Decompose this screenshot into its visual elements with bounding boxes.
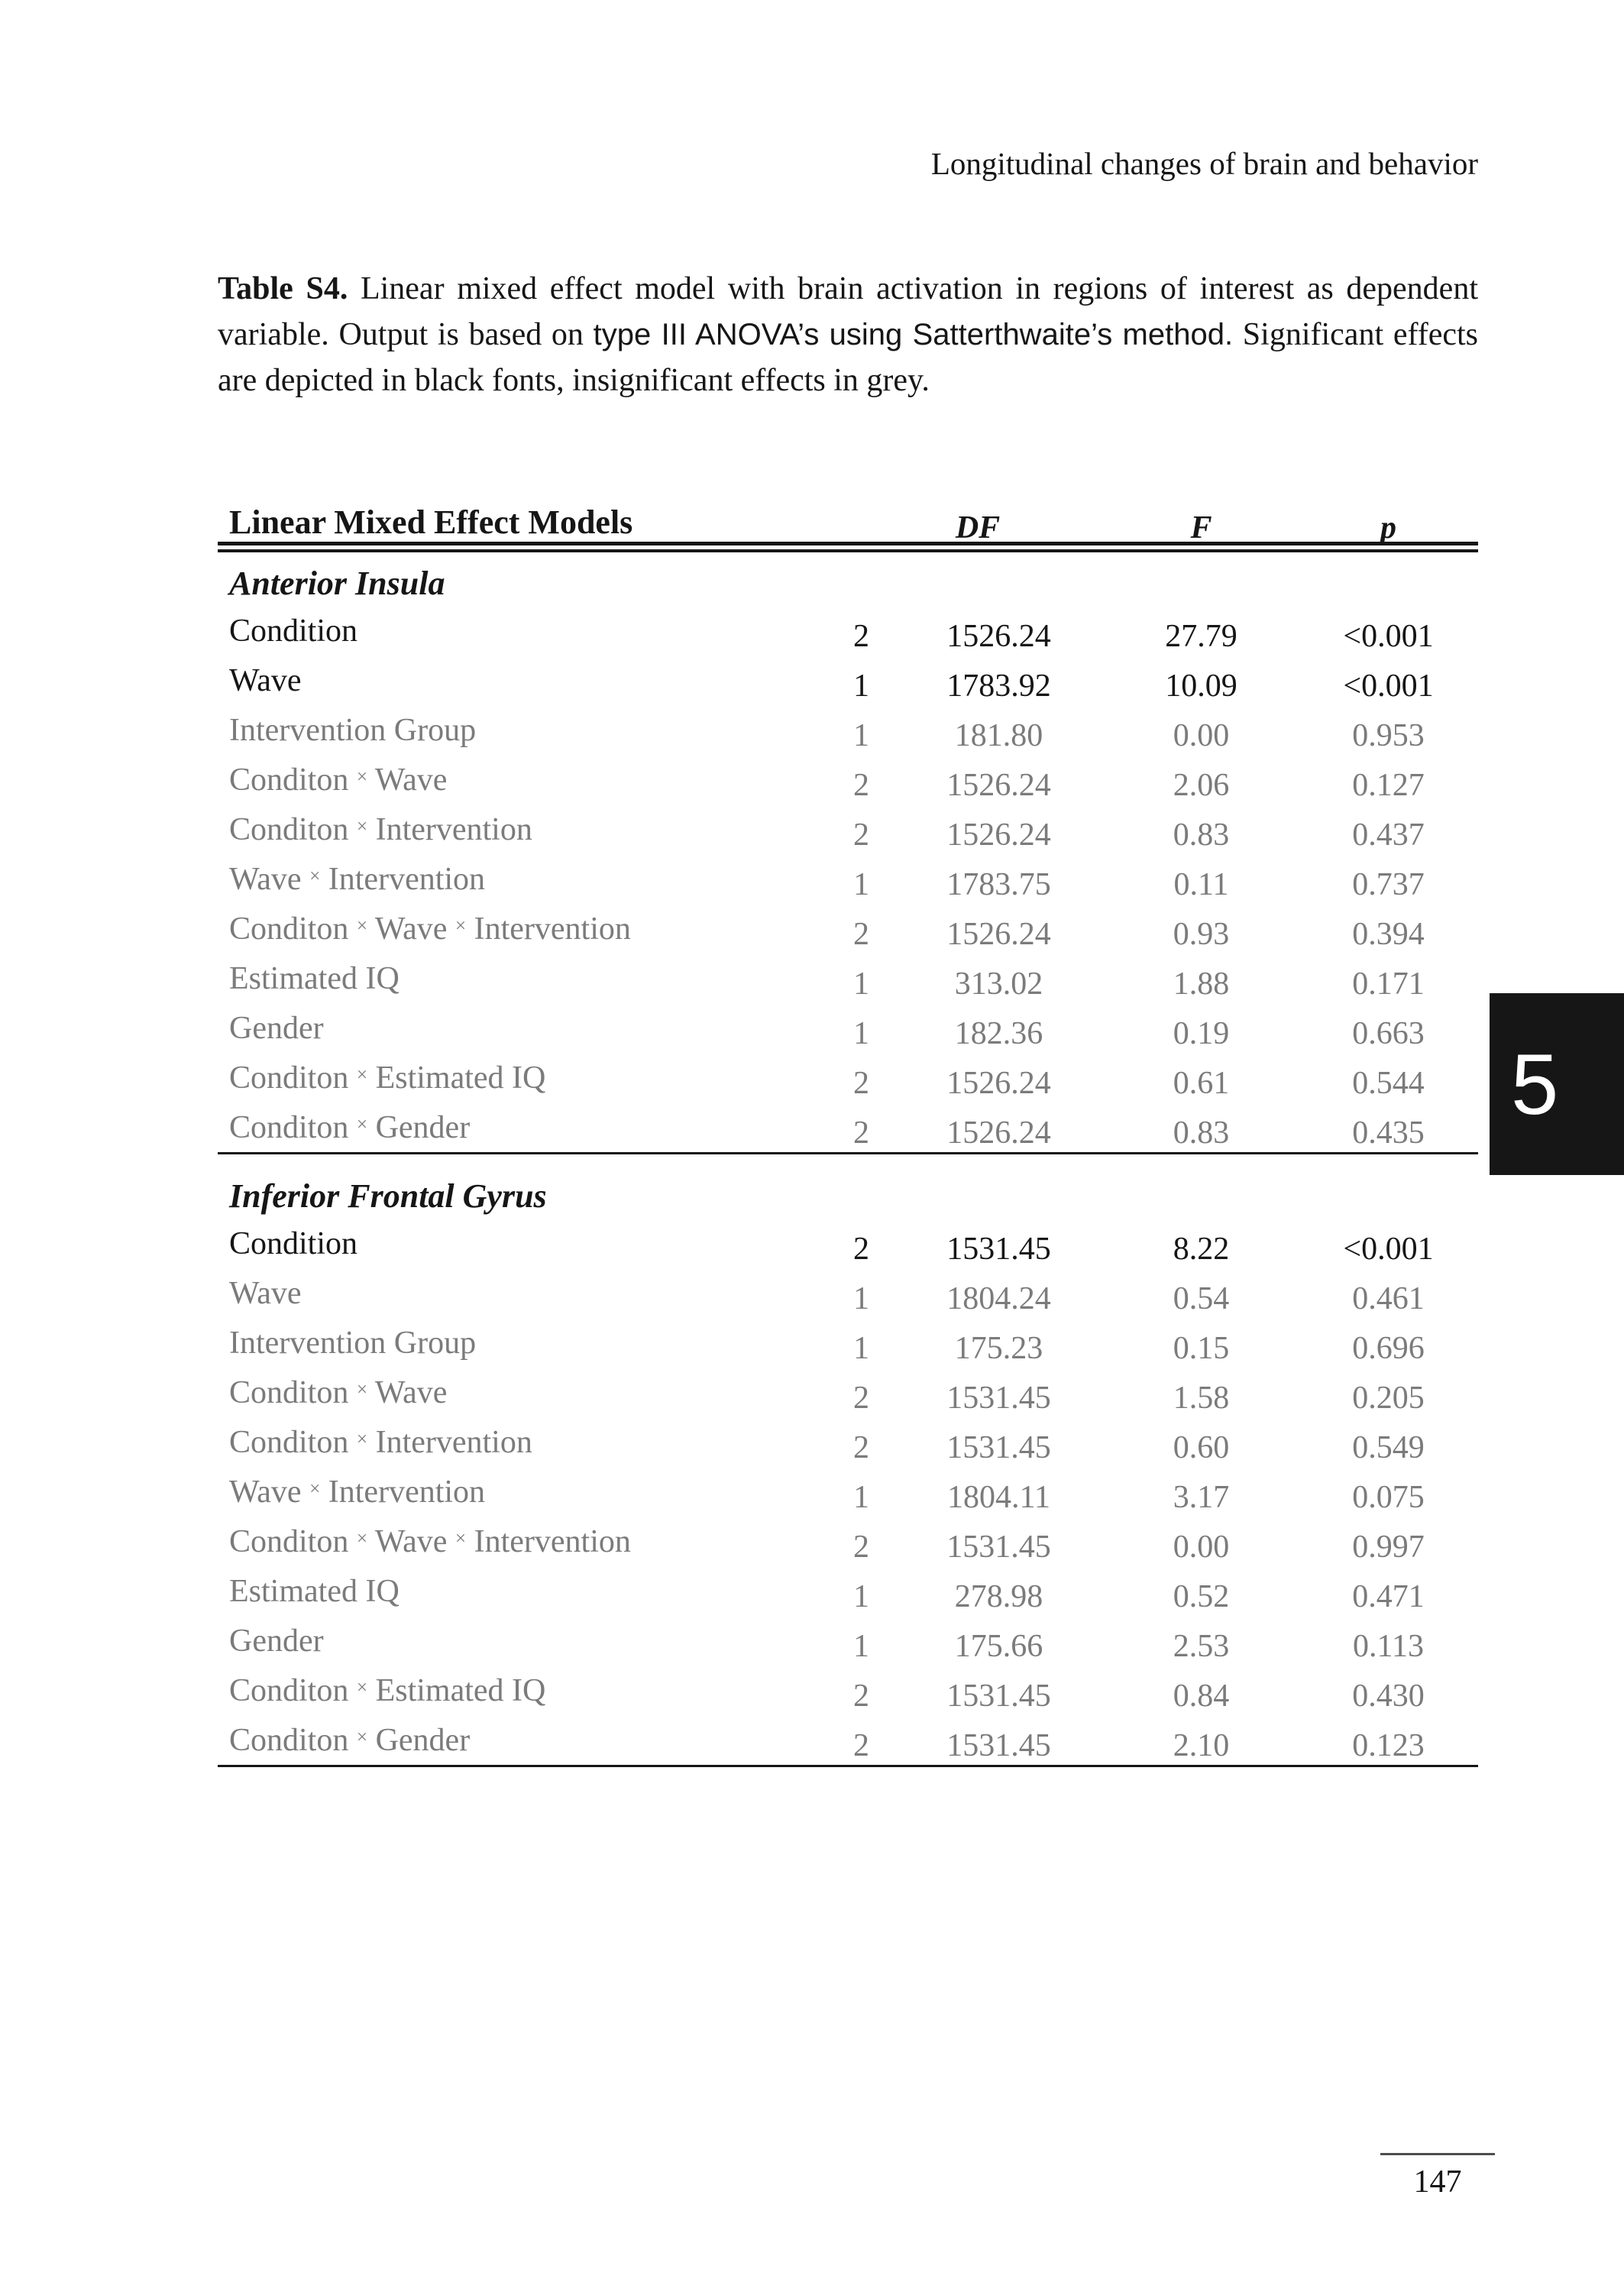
footer-rule — [1380, 2153, 1495, 2155]
p-value-cell: 0.544 — [1352, 1065, 1425, 1101]
row-label: Conditon × Intervention — [229, 811, 532, 847]
p-value-cell: 0.471 — [1352, 1578, 1425, 1614]
df-numerator-cell: 2 — [853, 1231, 869, 1267]
df-denominator-cell: 1804.11 — [947, 1479, 1050, 1515]
caption-text-sans: type III ANOVA’s using Satterthwaite’s method. — [593, 318, 1234, 351]
df-numerator-cell: 2 — [853, 1678, 869, 1714]
df-numerator-cell: 1 — [853, 1628, 869, 1664]
row-label: Condition — [229, 1225, 358, 1261]
p-value-cell: 0.997 — [1352, 1529, 1425, 1565]
f-value-cell: 0.00 — [1173, 1529, 1230, 1565]
table-row — [218, 854, 1478, 904]
df-denominator-cell: 1526.24 — [946, 916, 1051, 952]
row-label: Estimated IQ — [229, 960, 400, 996]
df-numerator-cell: 2 — [853, 767, 869, 803]
page-number: 147 — [1413, 2164, 1462, 2200]
df-denominator-cell: 1804.24 — [946, 1280, 1051, 1316]
p-value-cell: 0.394 — [1352, 916, 1425, 952]
p-value-cell: 0.113 — [1353, 1628, 1424, 1664]
p-value-cell: 0.205 — [1352, 1380, 1425, 1416]
df-denominator-cell: 1531.45 — [946, 1678, 1051, 1714]
section-divider-rule — [218, 1152, 1478, 1154]
row-label: Gender — [229, 1010, 324, 1046]
table-section — [218, 1173, 1478, 1765]
df-numerator-cell: 1 — [853, 1015, 869, 1051]
p-value-cell: <0.001 — [1343, 1231, 1434, 1267]
df-denominator-cell: 1526.24 — [946, 817, 1051, 853]
df-numerator-cell: 2 — [853, 618, 869, 654]
p-value-cell: 0.123 — [1352, 1727, 1425, 1763]
df-denominator-cell: 313.02 — [954, 966, 1043, 1002]
df-denominator-cell: 1531.45 — [946, 1429, 1051, 1465]
f-value-cell: 0.00 — [1173, 717, 1230, 753]
df-denominator-cell: 1526.24 — [946, 1115, 1051, 1151]
df-numerator-cell: 1 — [853, 668, 869, 704]
table-row — [218, 656, 1478, 705]
row-label: Gender — [229, 1623, 324, 1659]
f-value-cell: 0.11 — [1173, 866, 1229, 902]
df-denominator-cell: 175.23 — [954, 1330, 1043, 1366]
caption-table-label: Table S4. — [218, 271, 348, 306]
df-denominator-cell: 1783.75 — [946, 866, 1051, 902]
table-row — [218, 953, 1478, 1003]
df-numerator-cell: 2 — [853, 1429, 869, 1465]
row-label: Wave × Intervention — [229, 861, 486, 897]
p-value-cell: 0.437 — [1352, 817, 1425, 853]
df-denominator-cell: 1783.92 — [946, 668, 1051, 704]
df-denominator-cell: 278.98 — [954, 1578, 1043, 1614]
caption-text-serif-1: Linear mixed effect model with brain activation in regions of interest as dependent variable. Output is based on — [218, 271, 1478, 352]
f-value-cell: 0.19 — [1173, 1015, 1230, 1051]
f-value-cell: 0.84 — [1173, 1678, 1230, 1714]
section-header: Inferior Frontal Gyrus — [229, 1177, 547, 1215]
table-row — [218, 1616, 1478, 1666]
row-label: Intervention Group — [229, 712, 477, 748]
table-row — [218, 1566, 1478, 1616]
df-denominator-cell: 1526.24 — [946, 618, 1051, 654]
df-denominator-cell: 1531.45 — [946, 1727, 1051, 1763]
column-header-df: DF — [955, 510, 1001, 545]
df-numerator-cell: 2 — [853, 1065, 869, 1101]
table-row — [218, 1467, 1478, 1517]
row-label: Condition — [229, 613, 358, 649]
f-value-cell: 3.17 — [1173, 1479, 1230, 1515]
header-rule-bottom-bar — [218, 549, 1478, 552]
row-label: Conditon × Wave — [229, 1374, 448, 1410]
f-value-cell: 0.60 — [1173, 1429, 1230, 1465]
table-row — [218, 1666, 1478, 1715]
df-numerator-cell: 2 — [853, 1115, 869, 1151]
table-section — [218, 560, 1478, 1152]
table-row — [218, 1268, 1478, 1318]
table-row — [218, 1517, 1478, 1566]
p-value-cell: 0.663 — [1352, 1015, 1425, 1051]
p-value-cell: 0.127 — [1352, 767, 1425, 803]
f-value-cell: 0.83 — [1173, 1115, 1230, 1151]
row-label: Wave — [229, 662, 302, 698]
f-value-cell: 8.22 — [1173, 1231, 1230, 1267]
df-numerator-cell: 1 — [853, 866, 869, 902]
table-row — [218, 705, 1478, 755]
table-row — [218, 1368, 1478, 1417]
df-numerator-cell: 2 — [853, 916, 869, 952]
df-numerator-cell: 2 — [853, 817, 869, 853]
df-numerator-cell: 1 — [853, 1280, 869, 1316]
row-label: Wave — [229, 1275, 302, 1311]
table-caption — [218, 266, 1478, 403]
row-label: Conditon × Estimated IQ — [229, 1672, 546, 1708]
column-header-p: p — [1380, 510, 1396, 545]
section-rows — [218, 606, 1478, 1152]
f-value-cell: 2.10 — [1173, 1727, 1230, 1763]
p-value-cell: 0.953 — [1352, 717, 1425, 753]
row-label: Conditon × Estimated IQ — [229, 1060, 546, 1096]
row-label: Conditon × Gender — [229, 1109, 471, 1145]
table-row — [218, 755, 1478, 804]
row-label: Conditon × Wave × Intervention — [229, 1523, 631, 1559]
p-value-cell: 0.075 — [1352, 1479, 1425, 1515]
df-denominator-cell: 1531.45 — [946, 1380, 1051, 1416]
table-header-row — [218, 493, 1478, 545]
df-denominator-cell: 182.36 — [954, 1015, 1043, 1051]
p-value-cell: 0.171 — [1352, 966, 1425, 1002]
f-value-cell: 27.79 — [1165, 618, 1237, 654]
table-row — [218, 1318, 1478, 1368]
column-header-f: F — [1190, 510, 1212, 545]
p-value-cell: <0.001 — [1343, 618, 1434, 654]
df-numerator-cell: 1 — [853, 1330, 869, 1366]
row-label: Intervention Group — [229, 1325, 477, 1361]
p-value-cell: 0.435 — [1352, 1115, 1425, 1151]
row-label: Conditon × Wave — [229, 762, 448, 798]
row-label: Wave × Intervention — [229, 1474, 486, 1510]
f-value-cell: 0.52 — [1173, 1578, 1230, 1614]
table-row — [218, 1715, 1478, 1765]
f-value-cell: 0.83 — [1173, 817, 1230, 853]
f-value-cell: 2.06 — [1173, 767, 1230, 803]
f-value-cell: 0.61 — [1173, 1065, 1230, 1101]
df-numerator-cell: 1 — [853, 1578, 869, 1614]
df-denominator-cell: 1531.45 — [946, 1231, 1051, 1267]
f-value-cell: 1.58 — [1173, 1380, 1230, 1416]
section-header: Anterior Insula — [229, 564, 445, 602]
table-bottom-rule — [218, 1765, 1478, 1767]
section-rows — [218, 1219, 1478, 1765]
table-row — [218, 606, 1478, 656]
chapter-number: 5 — [1511, 1036, 1559, 1132]
p-value-cell: 0.461 — [1352, 1280, 1425, 1316]
running-head: Longitudinal changes of brain and behavior — [930, 146, 1478, 181]
row-label: Conditon × Gender — [229, 1722, 471, 1758]
f-value-cell: 0.15 — [1173, 1330, 1230, 1366]
table-row — [218, 1003, 1478, 1053]
f-value-cell: 0.54 — [1173, 1280, 1230, 1316]
p-value-cell: 0.696 — [1352, 1330, 1425, 1366]
table-row — [218, 1053, 1478, 1102]
lme-table — [218, 493, 1478, 1767]
table-row — [218, 1102, 1478, 1152]
f-value-cell: 2.53 — [1173, 1628, 1230, 1664]
f-value-cell: 1.88 — [1173, 966, 1230, 1002]
df-denominator-cell: 1526.24 — [946, 767, 1051, 803]
chapter-tab — [1490, 993, 1624, 1175]
p-value-cell: <0.001 — [1343, 668, 1434, 704]
df-numerator-cell: 1 — [853, 1479, 869, 1515]
f-value-cell: 10.09 — [1165, 668, 1237, 704]
table-body — [218, 560, 1478, 1765]
df-numerator-cell: 2 — [853, 1727, 869, 1763]
df-numerator-cell: 2 — [853, 1380, 869, 1416]
df-numerator-cell: 1 — [853, 717, 869, 753]
f-value-cell: 0.93 — [1173, 916, 1230, 952]
table-title: Linear Mixed Effect Models — [229, 503, 633, 541]
caption-text-serif-2: Significant effects are depicted in black fonts, insignificant effects in grey. — [218, 317, 1478, 398]
df-numerator-cell: 1 — [853, 966, 869, 1002]
table-row — [218, 1219, 1478, 1268]
table-row — [218, 804, 1478, 854]
df-numerator-cell: 2 — [853, 1529, 869, 1565]
p-value-cell: 0.737 — [1352, 866, 1425, 902]
row-label: Conditon × Intervention — [229, 1424, 532, 1460]
row-label: Estimated IQ — [229, 1573, 400, 1609]
df-denominator-cell: 175.66 — [954, 1628, 1043, 1664]
p-value-cell: 0.549 — [1352, 1429, 1425, 1465]
table-row — [218, 904, 1478, 953]
df-denominator-cell: 181.80 — [954, 717, 1043, 753]
row-label: Conditon × Wave × Intervention — [229, 911, 631, 947]
df-denominator-cell: 1526.24 — [946, 1065, 1051, 1101]
df-denominator-cell: 1531.45 — [946, 1529, 1051, 1565]
table-row — [218, 1417, 1478, 1467]
p-value-cell: 0.430 — [1352, 1678, 1425, 1714]
